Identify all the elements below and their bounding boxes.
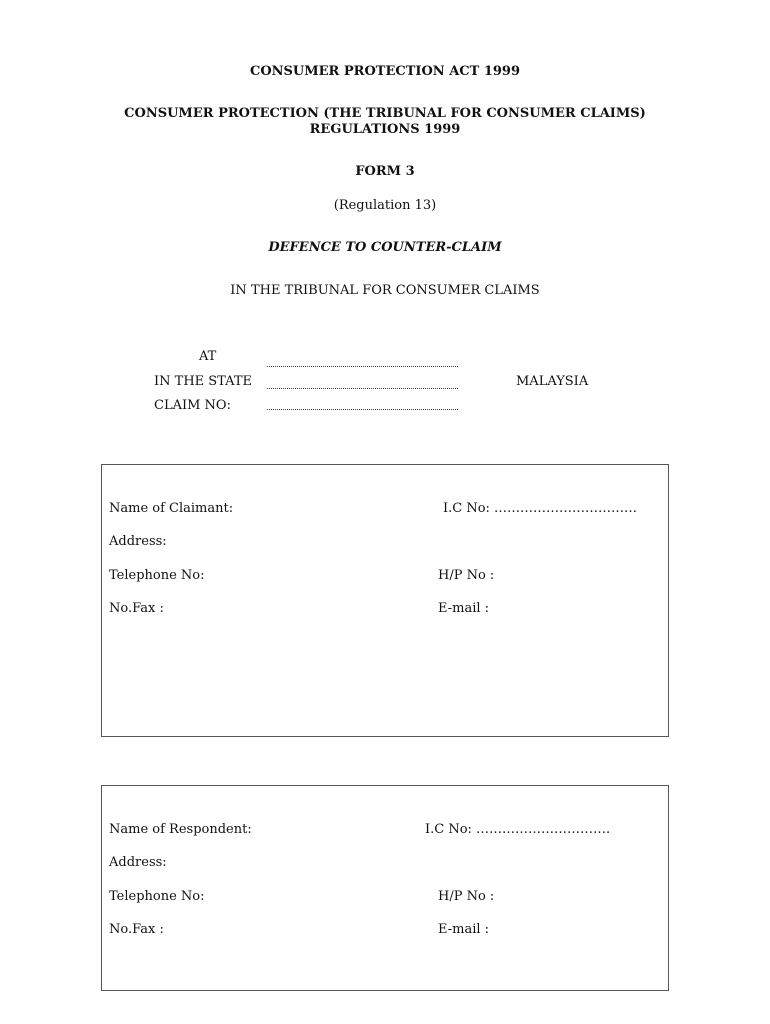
respondent-hp-label: H/P No : bbox=[438, 889, 495, 904]
respondent-ic-label: I.C No: …………………………. bbox=[425, 822, 611, 837]
respondent-name-label: Name of Respondent: bbox=[109, 822, 252, 837]
regulation-reference: (Regulation 13) bbox=[333, 198, 437, 213]
at-field-line[interactable] bbox=[267, 366, 458, 367]
claimant-hp-label: H/P No : bbox=[438, 568, 495, 583]
respondent-email-label: E-mail : bbox=[438, 922, 490, 937]
claimant-fax-label: No.Fax : bbox=[109, 601, 164, 616]
tribunal-line: IN THE TRIBUNAL FOR CONSUMER CLAIMS bbox=[230, 283, 540, 298]
claimant-ic-label: I.C No: …………………………… bbox=[443, 501, 638, 516]
claimant-email-label: E-mail : bbox=[438, 601, 490, 616]
regulations-title-line1: CONSUMER PROTECTION (THE TRIBUNAL FOR CONSUMER CLAIMS) bbox=[124, 106, 646, 121]
claim-no-label: CLAIM NO: bbox=[154, 398, 231, 413]
state-field-line[interactable] bbox=[267, 388, 458, 389]
respondent-address-label: Address: bbox=[109, 855, 167, 870]
claimant-address-label: Address: bbox=[109, 534, 167, 549]
respondent-telephone-label: Telephone No: bbox=[109, 889, 205, 904]
regulations-title-line2: REGULATIONS 1999 bbox=[309, 122, 461, 137]
claimant-telephone-label: Telephone No: bbox=[109, 568, 205, 583]
form-number: FORM 3 bbox=[355, 164, 415, 179]
claim-no-field-line[interactable] bbox=[267, 409, 458, 410]
act-title: CONSUMER PROTECTION ACT 1999 bbox=[249, 64, 521, 79]
claimant-name-label: Name of Claimant: bbox=[109, 501, 234, 516]
country-label: MALAYSIA bbox=[516, 374, 589, 389]
respondent-box bbox=[101, 785, 669, 991]
state-label: IN THE STATE bbox=[154, 374, 252, 389]
respondent-fax-label: No.Fax : bbox=[109, 922, 164, 937]
at-label: AT bbox=[199, 349, 217, 364]
document-title: DEFENCE TO COUNTER-CLAIM bbox=[268, 240, 502, 255]
